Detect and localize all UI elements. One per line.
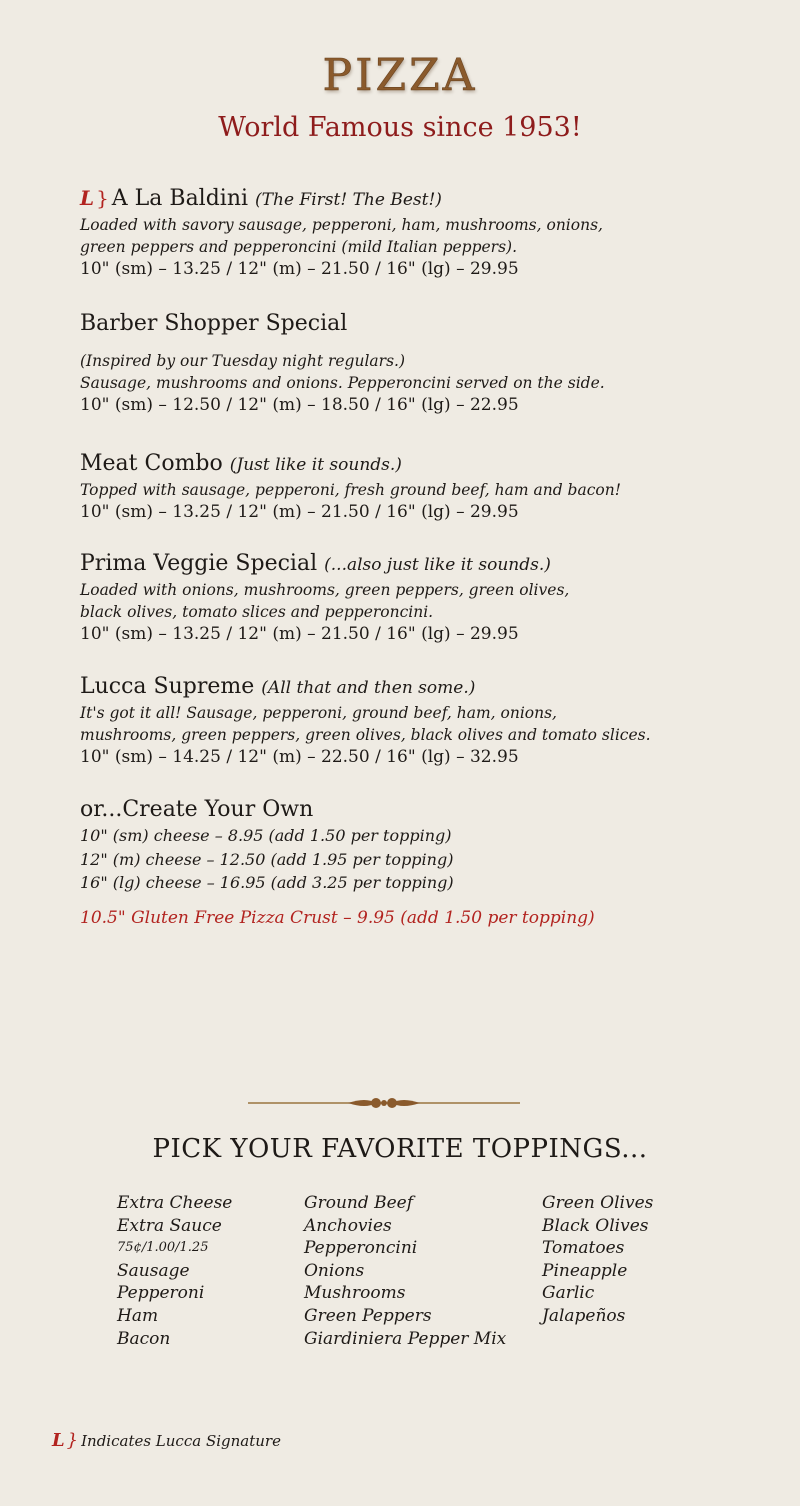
pizza-description: Loaded with savory sausage, pepperoni, ham, mushrooms, onions, xyxy=(80,216,603,234)
pizza-item-prima-veggie xyxy=(80,550,760,646)
pizza-price: 10" (sm) – 13.25 / 12" (m) – 21.50 / 16" (lg) – 29.95 xyxy=(80,259,519,279)
pizza-item-lucca-supreme xyxy=(80,673,760,769)
topping-item: Onions xyxy=(304,1260,365,1281)
pizza-name: Prima Veggie Special xyxy=(80,551,318,576)
toppings-column-1 xyxy=(117,1192,232,1350)
topping-item: Garlic xyxy=(542,1283,595,1304)
pizza-name: Meat Combo xyxy=(80,451,223,476)
signature-legend xyxy=(52,1430,281,1451)
topping-item: Pineapple xyxy=(542,1260,628,1281)
pizza-name: Barber Shopper Special xyxy=(80,311,348,336)
toppings-column-3 xyxy=(542,1192,653,1328)
topping-item: Black Olives xyxy=(542,1215,649,1236)
pizza-price: 10" (sm) – 12.50 / 12" (m) – 18.50 / 16" (lg) – 22.95 xyxy=(80,395,519,415)
pizza-description: (Inspired by our Tuesday night regulars.) xyxy=(80,352,405,370)
ornament-divider-icon xyxy=(248,1094,520,1112)
signature-icon: L xyxy=(80,186,95,210)
create-your-own-section xyxy=(80,796,760,895)
pizza-name: Lucca Supreme xyxy=(80,674,255,699)
topping-item: Green Olives xyxy=(542,1193,654,1213)
pizza-description: green peppers and pepperoncini (mild Italian peppers). xyxy=(80,238,518,256)
pizza-header xyxy=(80,673,760,702)
pizza-description: It's got it all! Sausage, pepperoni, ground beef, ham, onions, xyxy=(80,704,557,722)
signature-icon: L xyxy=(52,1430,65,1451)
pizza-description: black olives, tomato slices and pepperoncini. xyxy=(80,603,434,621)
pizza-header xyxy=(80,550,760,579)
topping-item: Jalapeños xyxy=(542,1305,626,1326)
pizza-item-a-la-baldini xyxy=(80,184,760,281)
signature-legend-text: Indicates Lucca Signature xyxy=(81,1432,281,1450)
pizza-name: A La Baldini xyxy=(111,186,249,211)
pizza-item-meat-combo xyxy=(80,450,760,524)
signature-brace: } xyxy=(66,1430,79,1451)
signature-brace: } xyxy=(96,186,109,210)
topping-item: Ham xyxy=(117,1305,159,1326)
toppings-column-2 xyxy=(304,1192,506,1350)
create-your-own-line: 16" (lg) cheese – 16.95 (add 3.25 per topping) xyxy=(80,873,454,892)
topping-item: Pepperoncini xyxy=(304,1238,418,1259)
pizza-description: Topped with sausage, pepperoni, fresh ground beef, ham and bacon! xyxy=(80,481,621,499)
topping-item: Sausage xyxy=(117,1260,190,1281)
topping-item: Bacon xyxy=(117,1328,171,1349)
pizza-price: 10" (sm) – 13.25 / 12" (m) – 21.50 / 16" (lg) – 29.95 xyxy=(80,502,519,522)
pizza-price: 10" (sm) – 14.25 / 12" (m) – 22.50 / 16" (lg) – 32.95 xyxy=(80,747,519,767)
topping-item: Ground Beef xyxy=(304,1193,414,1213)
topping-item: Anchovies xyxy=(304,1215,392,1236)
pizza-tagline: (All that and then some.) xyxy=(261,678,476,698)
pizza-description: mushrooms, green peppers, green olives, black olives and tomato slices. xyxy=(80,726,651,744)
pizza-header xyxy=(80,450,760,479)
pizza-header xyxy=(80,184,760,214)
pizza-tagline: (...also just like it sounds.) xyxy=(324,555,551,575)
topping-item: Mushrooms xyxy=(304,1283,406,1304)
page-subtitle: World Famous since 1953! xyxy=(218,112,582,143)
pizza-header xyxy=(80,310,760,338)
topping-item: Giardiniera Pepper Mix xyxy=(304,1328,507,1349)
create-your-own-title: or...Create Your Own xyxy=(80,797,314,822)
gluten-free-note: 10.5" Gluten Free Pizza Crust – 9.95 (add 1.50 per topping) xyxy=(80,908,595,928)
create-your-own-line: 12" (m) cheese – 12.50 (add 1.95 per topping) xyxy=(80,849,454,869)
pizza-item-barber-shopper xyxy=(80,310,760,417)
pizza-tagline: (Just like it sounds.) xyxy=(229,455,402,475)
pizza-price: 10" (sm) – 13.25 / 12" (m) – 21.50 / 16" (lg) – 29.95 xyxy=(80,624,519,644)
topping-item: Tomatoes xyxy=(542,1238,625,1259)
create-your-own-line: 10" (sm) cheese – 8.95 (add 1.50 per topping) xyxy=(80,826,452,845)
pizza-description: Sausage, mushrooms and onions. Pepperoncini served on the side. xyxy=(80,374,605,392)
topping-item: Green Peppers xyxy=(304,1305,432,1326)
topping-item: Extra Cheese xyxy=(117,1193,233,1213)
topping-price: 75¢/1.00/1.25 xyxy=(117,1240,209,1256)
pizza-tagline: (The First! The Best!) xyxy=(255,190,442,210)
page-title: PIZZA xyxy=(322,50,478,101)
topping-item: Pepperoni xyxy=(117,1283,205,1304)
pizza-description: Loaded with onions, mushrooms, green peppers, green olives, xyxy=(80,581,570,599)
toppings-title: PICK YOUR FAVORITE TOPPINGS... xyxy=(152,1134,648,1164)
topping-item: Extra Sauce xyxy=(117,1215,222,1236)
